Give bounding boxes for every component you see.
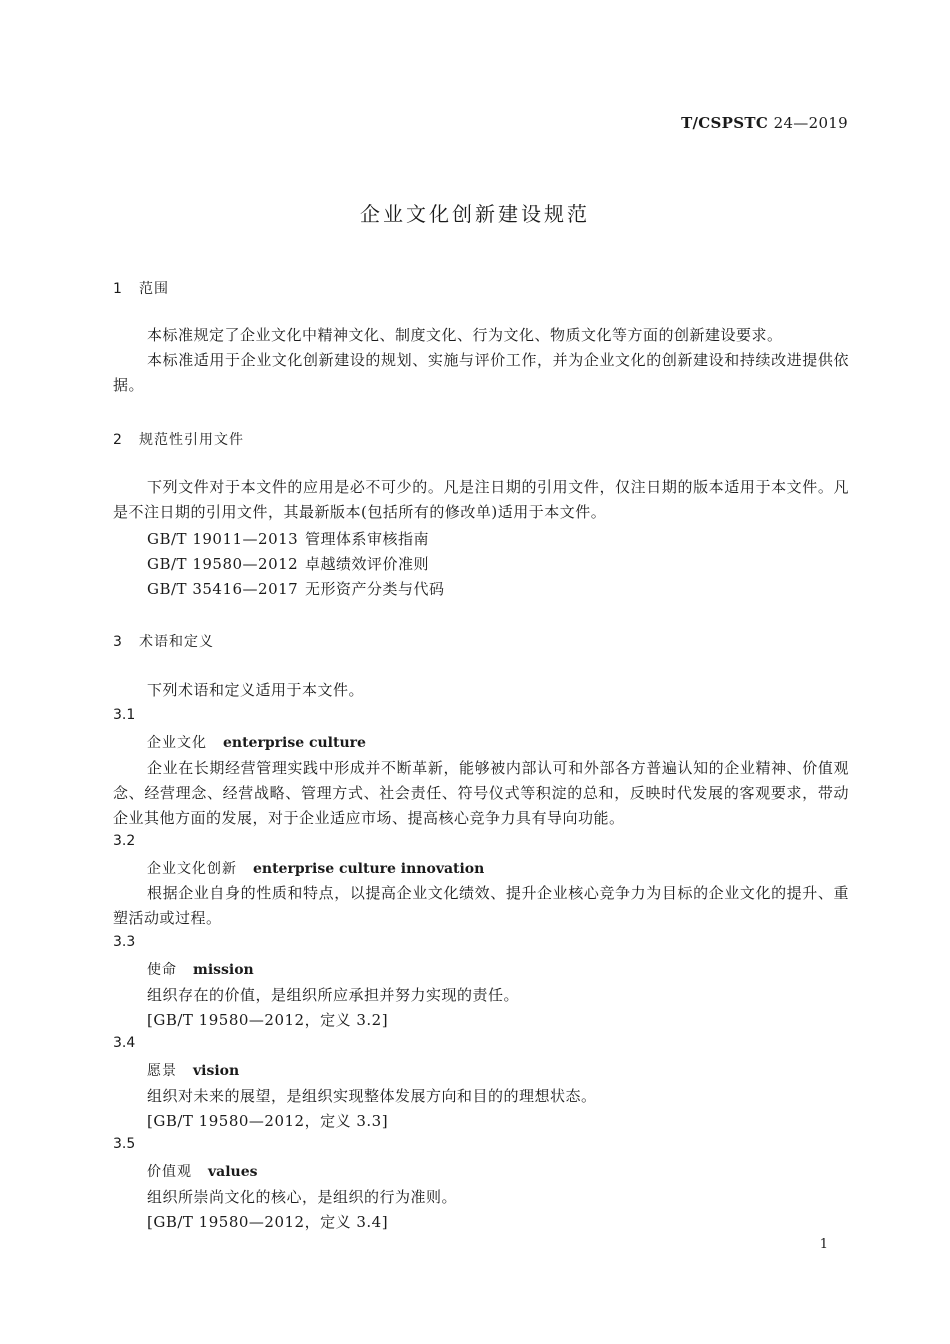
section-3-heading (113, 631, 214, 651)
term-en: enterprise culture (223, 735, 366, 751)
reference-code: GB/T 19580—2012 (147, 555, 299, 573)
reference-item (147, 578, 445, 599)
page-number: 1 (819, 1237, 828, 1252)
standard-number: 24—2019 (773, 114, 848, 132)
term-source: [GB/T 19580—2012，定义 3.4] (147, 1213, 389, 1231)
term-number: 3.4 (113, 1035, 136, 1051)
term-definition: 根据企业自身的性质和特点，以提高企业文化绩效、提升企业核心竞争力为目标的企业文化的提升、重塑活动或过程。 (113, 884, 849, 927)
reference-name: 卓越绩效评价准则 (305, 555, 430, 573)
section-title: 术语和定义 (139, 634, 214, 650)
section-intro: 下列术语和定义适用于本文件。 (147, 681, 365, 699)
reference-code: GB/T 35416—2017 (147, 580, 299, 598)
term-name (147, 959, 254, 979)
term-zh: 企业文化 (147, 735, 207, 751)
term-en: mission (193, 962, 254, 978)
reference-code: GB/T 19011—2013 (147, 530, 299, 548)
term-zh: 愿景 (147, 1063, 177, 1079)
section-number: 2 (113, 432, 123, 448)
term-name (147, 1161, 258, 1181)
section-title: 规范性引用文件 (139, 432, 244, 448)
document-title: 企业文化创新建设规范 (360, 202, 590, 226)
term-number: 3.3 (113, 934, 136, 950)
term-name (147, 858, 484, 878)
section-title: 范围 (139, 281, 169, 297)
section-1-heading (113, 278, 169, 298)
paragraph: 下列文件对于本文件的应用是必不可少的。凡是注日期的引用文件，仅注日期的版本适用于本文件。凡是不注日期的引用文件，其最新版本(包括所有的修改单)适用于本文件。 (113, 478, 849, 521)
term-source: [GB/T 19580—2012，定义 3.2] (147, 1011, 389, 1029)
reference-item (147, 553, 429, 574)
term-name (147, 1060, 239, 1080)
term-definition: 企业在长期经营管理实践中形成并不断革新，能够被内部认可和外部各方普遍认知的企业精神、价值观念、经营理念、经营战略、管理方式、社会责任、符号仪式等积淀的总和，反映时代发展的客观要求，带动企业其他方面的发展，对于企业适应市场、提高核心竞争力具有导向功能。 (113, 759, 849, 827)
term-name (147, 732, 366, 752)
term-definition: 组织存在的价值，是组织所应承担并努力实现的责任。 (147, 986, 520, 1004)
paragraph: 本标准适用于企业文化创新建设的规划、实施与评价工作，并为企业文化的创新建设和持续改进提供依据。 (113, 351, 849, 394)
section-number: 1 (113, 281, 123, 297)
section-number: 3 (113, 634, 123, 650)
term-zh: 企业文化创新 (147, 861, 237, 877)
term-zh: 价值观 (147, 1164, 192, 1180)
reference-name: 无形资产分类与代码 (305, 580, 445, 598)
standard-prefix: T/CSPSTC (681, 114, 769, 132)
term-number: 3.1 (113, 707, 136, 723)
standard-code (681, 114, 848, 132)
paragraph: 本标准规定了企业文化中精神文化、制度文化、行为文化、物质文化等方面的创新建设要求。 (147, 326, 783, 344)
term-definition: 组织对未来的展望，是组织实现整体发展方向和目的的理想状态。 (147, 1087, 597, 1105)
term-number: 3.5 (113, 1136, 136, 1152)
term-definition: 组织所崇尚文化的核心，是组织的行为准则。 (147, 1188, 458, 1206)
term-number: 3.2 (113, 833, 136, 849)
term-zh: 使命 (147, 962, 177, 978)
term-en: enterprise culture innovation (253, 861, 485, 877)
term-source: [GB/T 19580—2012，定义 3.3] (147, 1112, 389, 1130)
term-en: values (208, 1164, 258, 1180)
reference-name: 管理体系审核指南 (305, 530, 430, 548)
section-2-heading (113, 429, 244, 449)
reference-item (147, 528, 429, 549)
term-en: vision (193, 1063, 240, 1079)
